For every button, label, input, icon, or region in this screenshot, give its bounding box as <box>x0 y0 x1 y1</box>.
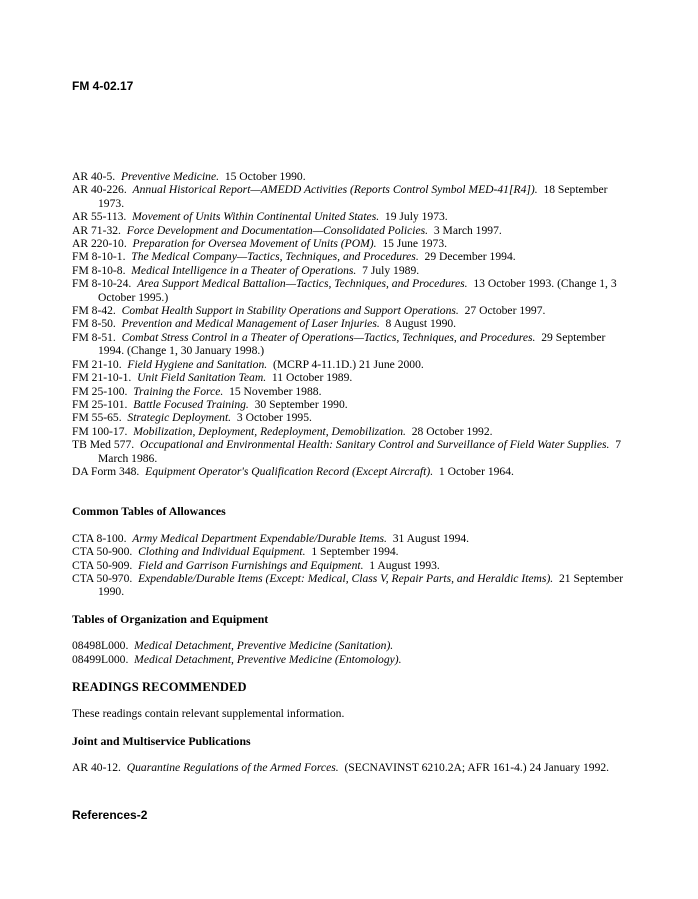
reference-title: Training the Force. <box>133 384 224 398</box>
reference-date: 7 March 1986. <box>98 438 622 465</box>
reference-date: 15 June 1973. <box>382 237 448 251</box>
reference-title: Unit Field Sanitation Team. <box>137 371 267 385</box>
reference-date: 7 July 1989. <box>362 263 420 277</box>
references-list <box>72 170 632 478</box>
document-id: FM 4-02.17 <box>72 79 134 93</box>
reference-id: AR 71-32. <box>72 223 121 237</box>
reference-id: FM 25-101. <box>72 397 128 411</box>
joint-heading: Joint and Multiservice Publications <box>72 733 251 748</box>
reference-title: Combat Health Support in Stability Operations and Support Operations. <box>121 304 459 318</box>
toe-heading: Tables of Organization and Equipment <box>72 611 269 626</box>
reference-entry <box>72 250 632 263</box>
reference-entry <box>72 559 632 572</box>
reference-id: FM 21-10-1. <box>72 371 132 385</box>
reference-id: AR 220-10. <box>72 237 127 251</box>
reference-entry <box>72 170 632 183</box>
reference-entry <box>72 761 632 774</box>
reference-date: 15 October 1990. <box>224 170 306 183</box>
reference-entry <box>72 532 632 545</box>
reference-entry <box>72 639 632 652</box>
reference-title: Force Development and Documentation—Consolidated Policies. <box>126 223 429 237</box>
reference-entry <box>72 183 632 210</box>
reference-title: Medical Detachment, Preventive Medicine (Entomology). <box>134 652 402 666</box>
reference-id: CTA 50-970. <box>72 571 133 585</box>
reference-id: FM 8-10-1. <box>72 250 126 264</box>
reference-entry <box>72 398 632 411</box>
reference-title: The Medical Company—Tactics, Techniques, and Procedures. <box>131 250 419 264</box>
reference-entry <box>72 304 632 317</box>
reference-title: Expendable/Durable Items (Except: Medical, Class V, Repair Parts, and Heraldic Items). <box>138 571 554 585</box>
reference-title: Combat Stress Control in a Theater of Operations—Tactics, Techniques, and Procedures. <box>121 330 536 344</box>
reference-id: FM 8-42. <box>72 304 116 318</box>
reference-id: AR 40-12. <box>72 761 121 775</box>
toe-list <box>72 639 632 666</box>
cta-list <box>72 532 632 599</box>
reference-entry <box>72 237 632 250</box>
reference-id: CTA 50-900. <box>72 545 133 559</box>
cta-heading: Common Tables of Allowances <box>72 504 226 519</box>
reference-title: Medical Intelligence in a Theater of Operations. <box>131 263 357 277</box>
reference-entry <box>72 358 632 371</box>
reference-date: 28 October 1992. <box>411 424 493 438</box>
reference-title: Strategic Deployment. <box>127 411 232 425</box>
reference-entry <box>72 411 632 424</box>
reference-id: FM 8-10-8. <box>72 263 126 277</box>
reference-title: Prevention and Medical Management of Laser Injuries. <box>121 317 380 331</box>
reference-title: Field Hygiene and Sanitation. <box>127 357 268 371</box>
reference-entry <box>72 572 632 599</box>
reference-id: FM 25-100. <box>72 384 128 398</box>
reference-date: 30 September 1990. <box>254 397 348 411</box>
reference-date: (MCRP 4-11.1D.) 21 June 2000. <box>272 357 424 371</box>
reference-date: 19 July 1973. <box>384 210 448 224</box>
references-content <box>72 170 632 775</box>
reference-date: 8 August 1990. <box>385 317 457 331</box>
reference-date: 21 September 1990. <box>98 571 624 599</box>
reference-entry <box>72 425 632 438</box>
reference-date: 3 October 1995. <box>236 411 312 425</box>
reference-date: 29 September 1994. (Change 1, 30 January 1998.) <box>98 330 606 358</box>
reference-entry <box>72 371 632 384</box>
reference-entry <box>72 385 632 398</box>
reference-id: AR 40-226. <box>72 183 127 197</box>
reference-entry <box>72 545 632 558</box>
reference-entry <box>72 438 632 465</box>
readings-heading: READINGS RECOMMENDED <box>72 680 247 694</box>
reference-entry <box>72 317 632 330</box>
reference-title: Medical Detachment, Preventive Medicine (Sanitation). <box>134 639 394 653</box>
reference-id: CTA 50-909. <box>72 558 133 572</box>
reference-id: AR 55-113. <box>72 210 127 224</box>
reference-title: Equipment Operator's Qualification Record (Except Aircraft). <box>145 464 434 478</box>
reference-title: Battle Focused Training. <box>133 397 249 411</box>
reference-date: 29 December 1994. <box>424 250 516 264</box>
reference-id: FM 21-10. <box>72 357 122 371</box>
reference-date: 13 October 1993. (Change 1, 3 October 1995.) <box>98 277 617 304</box>
reference-date: (SECNAVINST 6210.2A; AFR 161-4.) 24 January 1992. <box>344 761 610 775</box>
reference-entry <box>72 264 632 277</box>
reference-title: Annual Historical Report—AMEDD Activities (Reports Control Symbol MED-41[R4]). <box>132 183 538 197</box>
reference-date: 15 November 1988. <box>229 384 322 398</box>
reference-title: Occupational and Environmental Health: Sanitary Control and Surveillance of Field Water Supplies. <box>139 438 610 452</box>
reference-date: 1 October 1964. <box>438 464 514 478</box>
reference-title: Quarantine Regulations of the Armed Forces. <box>126 761 339 775</box>
reference-date: 1 September 1994. <box>311 545 399 559</box>
reference-id: FM 8-10-24. <box>72 277 132 291</box>
reference-title: Clothing and Individual Equipment. <box>138 545 306 559</box>
reference-entry <box>72 331 632 358</box>
readings-intro: These readings contain relevant supplemental information. <box>72 707 345 721</box>
reference-id: TB Med 577. <box>72 438 135 452</box>
reference-id: FM 55-65. <box>72 411 122 425</box>
reference-id: CTA 8-100. <box>72 531 127 545</box>
reference-title: Army Medical Department Expendable/Durable Items. <box>132 531 387 545</box>
reference-entry <box>72 210 632 223</box>
reference-date: 3 March 1997. <box>433 223 502 237</box>
reference-entry <box>72 653 632 666</box>
reference-id: FM 8-50. <box>72 317 116 331</box>
reference-date: 11 October 1989. <box>271 371 353 385</box>
reference-entry <box>72 465 632 478</box>
reference-entry <box>72 224 632 237</box>
page-label: References-2 <box>72 808 148 822</box>
reference-title: Field and Garrison Furnishings and Equipment. <box>138 558 364 572</box>
reference-date: 1 August 1993. <box>369 558 440 572</box>
reference-date: 27 October 1997. <box>464 304 546 318</box>
reference-title: Mobilization, Deployment, Redeployment, Demobilization. <box>133 424 406 438</box>
reference-id: 08499L000. <box>72 652 129 666</box>
reference-id: FM 100-17. <box>72 424 128 438</box>
reference-title: Area Support Medical Battalion—Tactics, Techniques, and Procedures. <box>137 277 468 291</box>
reference-entry <box>72 277 632 304</box>
reference-id: AR 40-5. <box>72 170 116 183</box>
reference-date: 31 August 1994. <box>392 531 470 545</box>
reference-title: Preparation for Oversea Movement of Units (POM). <box>132 237 377 251</box>
reference-title: Preventive Medicine. <box>120 170 220 183</box>
reference-id: FM 8-51. <box>72 330 116 344</box>
reference-title: Movement of Units Within Continental United States. <box>132 210 380 224</box>
reference-id: 08498L000. <box>72 639 129 653</box>
reference-date: 18 September 1973. <box>98 183 608 210</box>
joint-list <box>72 761 632 774</box>
reference-id: DA Form 348. <box>72 464 140 478</box>
